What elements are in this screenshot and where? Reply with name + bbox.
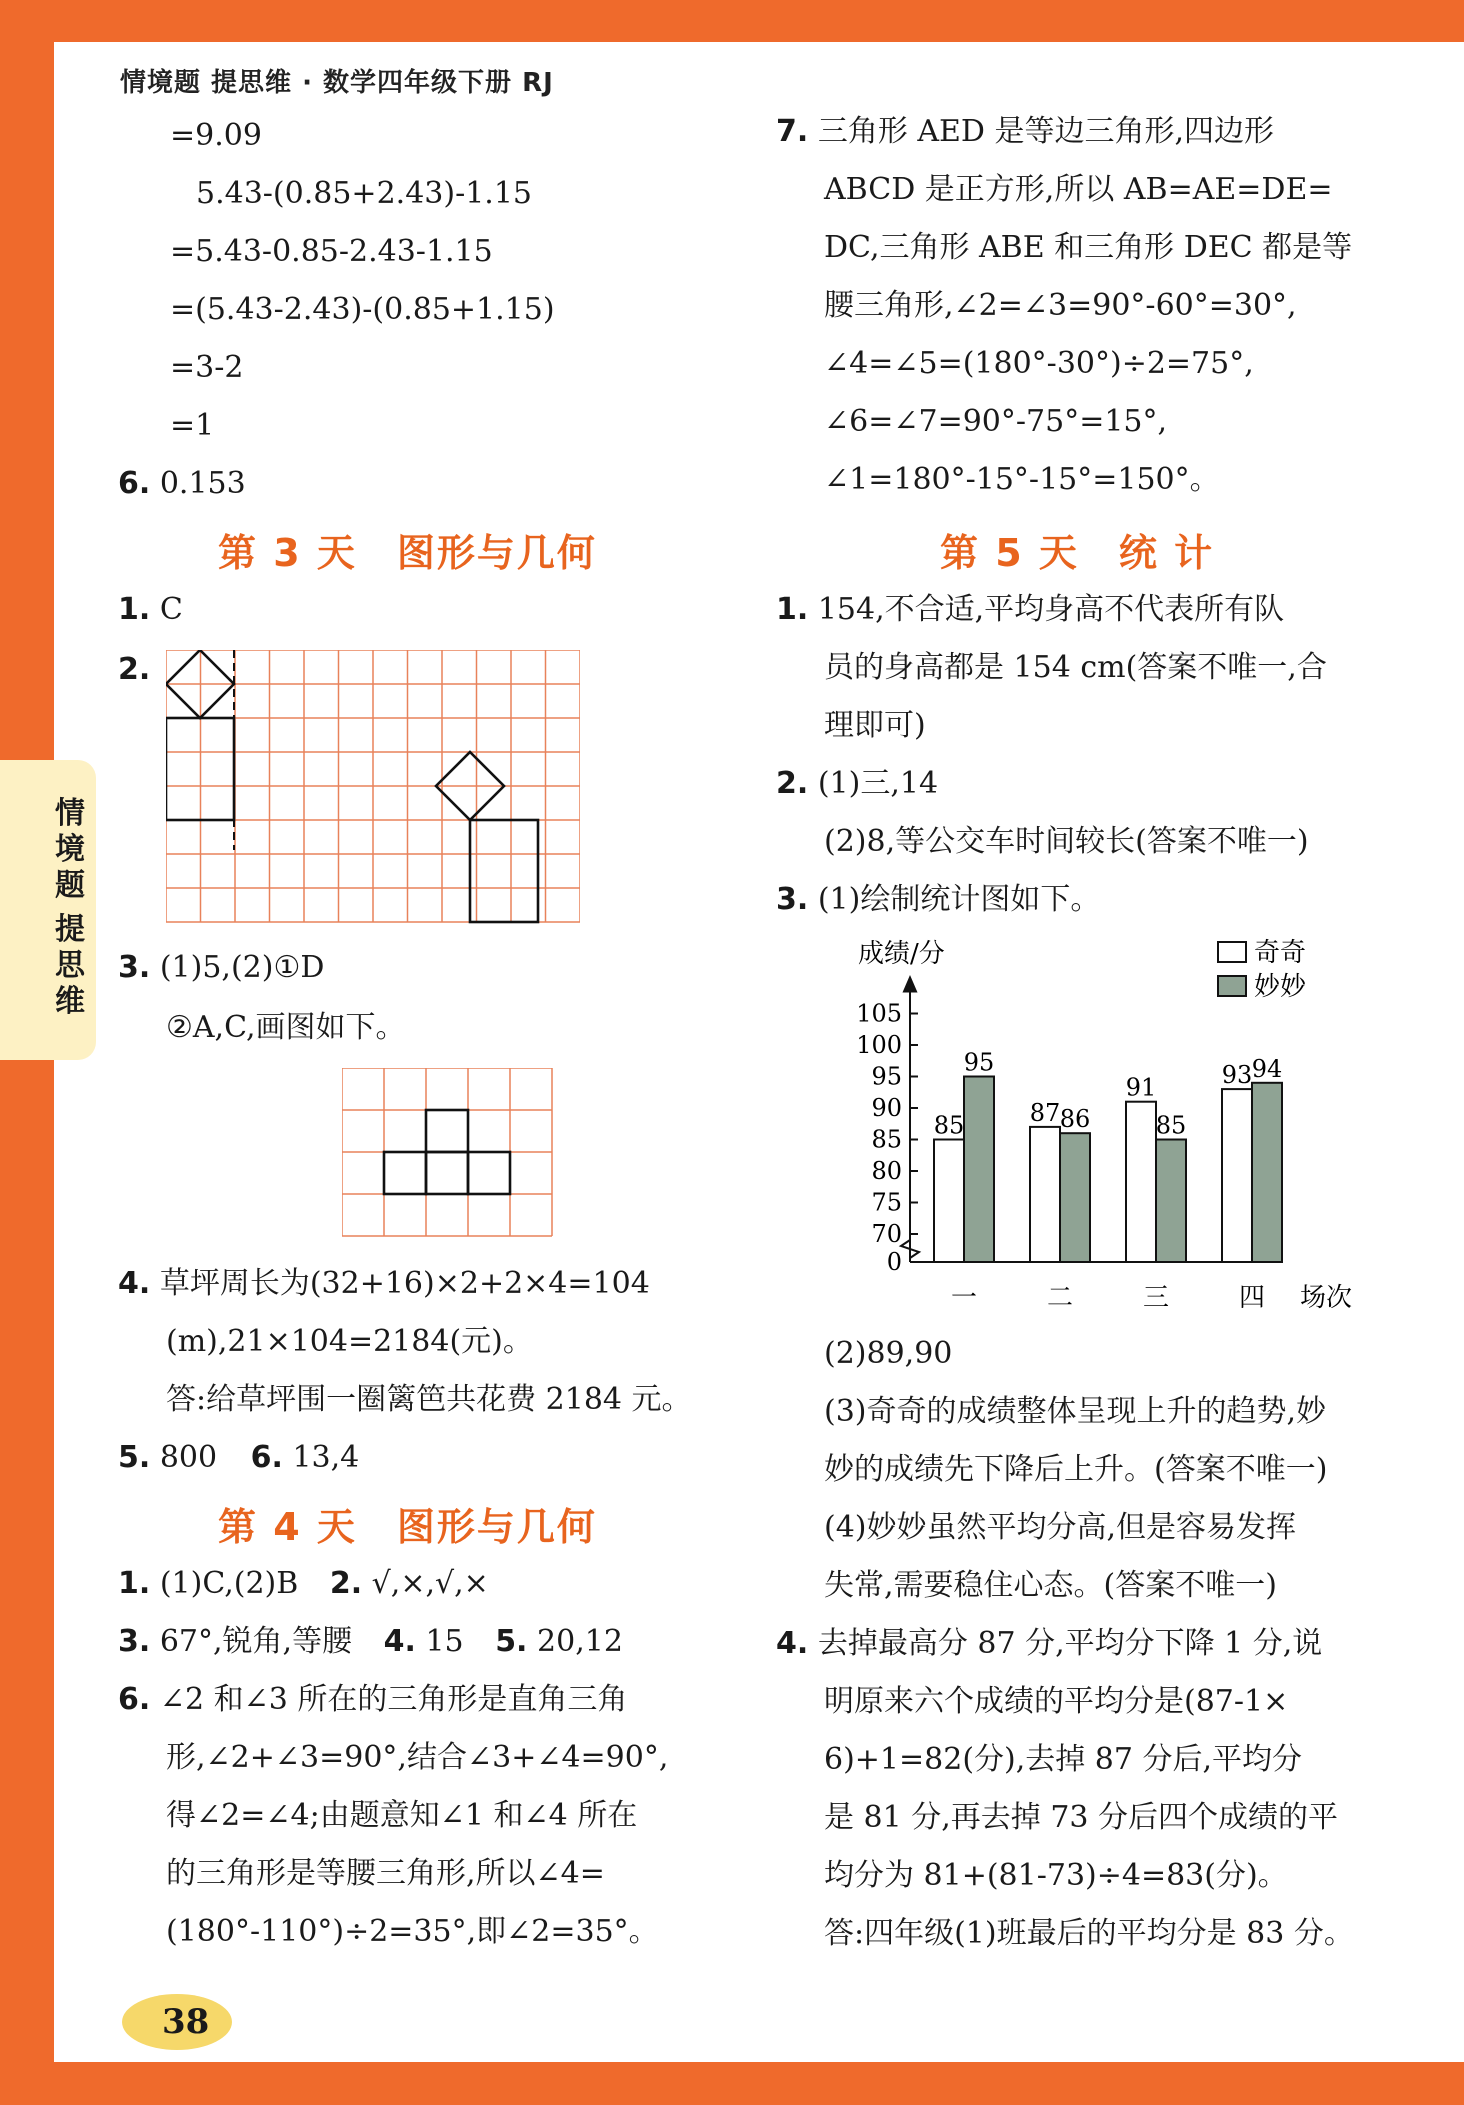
question-number: 3. xyxy=(118,950,151,985)
legend-label: 奇奇 xyxy=(1254,938,1307,968)
running-header: 情境题 提思维 · 数学四年级下册 RJ xyxy=(120,68,554,98)
side-tab xyxy=(0,760,96,1060)
answer-text: (1)C,(2)B xyxy=(159,1566,299,1601)
bottom-border xyxy=(0,2062,1464,2105)
answer-text: 员的身高都是 154 cm(答案不唯一,合 xyxy=(824,650,1327,685)
answer-text: 800 xyxy=(159,1440,218,1475)
question-6 xyxy=(118,464,246,504)
question-number: 1. xyxy=(118,1566,151,1601)
answer-text: ∠1=180°-15°-15°=150°。 xyxy=(824,462,1220,497)
answer-text: ABCD 是正方形,所以 AB=AE=DE= xyxy=(824,172,1333,207)
y-tick-label: 85 xyxy=(871,1125,902,1154)
y-axis-label: 成绩/分 xyxy=(858,939,945,969)
answer-text: 草坪周长为(32+16)×2+2×4=104 xyxy=(159,1266,650,1301)
day5-question-3 xyxy=(776,880,1100,920)
answer-text: 形,∠2+∠3=90°,结合∠3+∠4=90°, xyxy=(166,1740,669,1775)
calc-line: 5.43-(0.85+2.43)-1.15 xyxy=(196,176,533,211)
legend-label: 妙妙 xyxy=(1254,972,1307,1002)
calc-line: =9.09 xyxy=(170,118,262,153)
answer-text: ②A,C,画图如下。 xyxy=(166,1010,406,1045)
question-number: 5. xyxy=(118,1440,151,1475)
category-label: 三 xyxy=(1142,1283,1170,1313)
x-axis-label: 场次 xyxy=(1300,1283,1353,1313)
bar xyxy=(1222,1089,1252,1262)
y-tick-label: 105 xyxy=(856,999,902,1028)
answer-text: 15 xyxy=(425,1624,464,1659)
y-tick-label: 100 xyxy=(856,1031,902,1059)
question-number: 4. xyxy=(776,1626,809,1661)
score-bar-chart xyxy=(840,924,1370,1314)
question-number: 3. xyxy=(776,882,809,917)
answer-text: 13,4 xyxy=(292,1440,360,1475)
answer-text: (2)8,等公交车时间较长(答案不唯一) xyxy=(824,824,1309,859)
answer-text: 6)+1=82(分),去掉 87 分后,平均分 xyxy=(824,1742,1303,1777)
bar-value-label: 85 xyxy=(1155,1111,1187,1140)
day3-question-4 xyxy=(118,1264,650,1304)
answer-text: ∠2 和∠3 所在的三角形是直角三角 xyxy=(159,1682,628,1717)
bar xyxy=(1030,1127,1060,1262)
section-title-day3: 第 3 天 图形与几何 xyxy=(218,531,597,575)
y-tick-label: 70 xyxy=(871,1220,902,1248)
cube-view-grid-figure xyxy=(342,1068,556,1238)
answer-text: 妙的成绩先下降后上升。(答案不唯一) xyxy=(824,1452,1328,1487)
day4-question-1-2 xyxy=(118,1564,489,1604)
legend-swatch xyxy=(1218,942,1246,962)
answer-text: 答:给草坪围一圈篱笆共花费 2184 元。 xyxy=(166,1382,692,1417)
answer-text: (1)三,14 xyxy=(817,766,939,801)
answer-text: (1)5,(2)①D xyxy=(159,950,325,985)
calc-line: =5.43-0.85-2.43-1.15 xyxy=(170,234,493,269)
answer-text: 得∠2=∠4;由题意知∠1 和∠4 所在 xyxy=(166,1798,638,1833)
answer-text: 失常,需要稳住心态。(答案不唯一) xyxy=(824,1568,1277,1603)
section-title-day4: 第 4 天 图形与几何 xyxy=(218,1505,597,1549)
answer-text: ∠6=∠7=90°-75°=15°, xyxy=(824,404,1168,439)
answer-text: 154,不合适,平均身高不代表所有队 xyxy=(817,592,1285,627)
bar-value-label: 95 xyxy=(963,1048,995,1077)
answer-text: (1)绘制统计图如下。 xyxy=(817,882,1101,917)
answer-text: (2)89,90 xyxy=(824,1336,953,1371)
category-label: 二 xyxy=(1046,1283,1074,1313)
calc-line: =1 xyxy=(170,408,215,443)
question-number: 5. xyxy=(495,1624,528,1659)
y-tick-label: 80 xyxy=(871,1157,902,1185)
answer-text: 明原来六个成绩的平均分是(87-1× xyxy=(824,1684,1289,1719)
rectangle-shape xyxy=(470,820,538,922)
question-number: 4. xyxy=(118,1266,151,1301)
question-number: 6. xyxy=(118,466,151,501)
day3-question-3 xyxy=(118,948,324,988)
bar-value-label: 91 xyxy=(1125,1073,1157,1102)
question-number: 7. xyxy=(776,114,809,149)
day5-question-1 xyxy=(776,590,1284,630)
y-tick-label: 95 xyxy=(871,1062,902,1091)
y-tick-label: 75 xyxy=(871,1188,902,1217)
question-number: 2. xyxy=(329,1566,363,1601)
answer-text: 0.153 xyxy=(159,466,246,501)
bar xyxy=(1060,1133,1090,1262)
bar xyxy=(1252,1083,1282,1262)
answer-text: 67°,锐角,等腰 xyxy=(159,1624,353,1659)
calc-line: =(5.43-2.43)-(0.85+1.15) xyxy=(170,292,555,327)
answer-text: 20,12 xyxy=(537,1624,623,1659)
answer-text: ∠4=∠5=(180°-30°)÷2=75°, xyxy=(824,346,1254,381)
question-number: 2. xyxy=(776,766,809,801)
bar-value-label: 94 xyxy=(1251,1054,1283,1083)
answer-text: DC,三角形 ABE 和三角形 DEC 都是等 xyxy=(824,230,1353,265)
day3-question-5-6 xyxy=(118,1438,359,1478)
day4-question-3-5 xyxy=(118,1622,623,1662)
y-tick-label: 0 xyxy=(886,1248,902,1276)
side-tab-line2: 提思维 xyxy=(55,912,85,1019)
category-label: 四 xyxy=(1238,1283,1266,1313)
question-7 xyxy=(776,112,1274,152)
question-number: 1. xyxy=(118,592,151,627)
y-tick-label: 90 xyxy=(871,1094,902,1122)
symmetry-grid-figure xyxy=(166,650,580,926)
bar-value-label: 86 xyxy=(1059,1105,1091,1134)
answer-text: 理即可) xyxy=(824,708,926,743)
question-number: 1. xyxy=(776,592,809,627)
category-label: 一 xyxy=(950,1283,978,1313)
day4-question-6 xyxy=(118,1680,627,1720)
answer-text: 答:四年级(1)班最后的平均分是 83 分。 xyxy=(824,1916,1354,1951)
question-number: 6. xyxy=(250,1440,283,1475)
question-number: 6. xyxy=(118,1682,151,1717)
answer-text: 均分为 81+(81-73)÷4=83(分)。 xyxy=(824,1858,1288,1893)
bar-value-label: 85 xyxy=(933,1111,965,1140)
bar xyxy=(934,1140,964,1263)
answer-text: (180°-110°)÷2=35°,即∠2=35°。 xyxy=(166,1914,659,1949)
bar xyxy=(964,1077,994,1263)
answer-text: 是 81 分,再去掉 73 分后四个成绩的平 xyxy=(824,1800,1339,1835)
calc-line: =3-2 xyxy=(170,350,244,385)
question-number: 2. xyxy=(118,652,151,687)
answer-text: 腰三角形,∠2=∠3=90°-60°=30°, xyxy=(824,288,1297,323)
bar-value-label: 87 xyxy=(1029,1098,1061,1127)
page-number: 38 xyxy=(162,2002,210,2042)
day5-question-2 xyxy=(776,764,938,804)
answer-text: C xyxy=(159,592,183,627)
day5-question-4 xyxy=(776,1624,1322,1664)
day3-question-2 xyxy=(118,650,150,690)
bar xyxy=(1156,1140,1186,1263)
answer-text: 三角形 AED 是等边三角形,四边形 xyxy=(817,114,1275,149)
answer-text: √,×,√,× xyxy=(371,1566,489,1601)
answer-text: 去掉最高分 87 分,平均分下降 1 分,说 xyxy=(817,1626,1323,1661)
section-title-day5: 第 5 天 统 计 xyxy=(940,531,1215,575)
side-tab-line1: 情境题 xyxy=(55,796,85,903)
legend-swatch xyxy=(1218,976,1246,996)
question-number: 3. xyxy=(118,1624,151,1659)
day3-question-1 xyxy=(118,590,183,630)
bar xyxy=(1126,1102,1156,1262)
answer-text: (4)妙妙虽然平均分高,但是容易发挥 xyxy=(824,1510,1297,1545)
answer-text: 的三角形是等腰三角形,所以∠4= xyxy=(166,1856,605,1891)
bar-value-label: 93 xyxy=(1221,1061,1253,1090)
answer-text: (m),21×104=2184(元)。 xyxy=(166,1324,533,1359)
question-number: 4. xyxy=(383,1624,416,1659)
answer-text: (3)奇奇的成绩整体呈现上升的趋势,妙 xyxy=(824,1394,1327,1429)
